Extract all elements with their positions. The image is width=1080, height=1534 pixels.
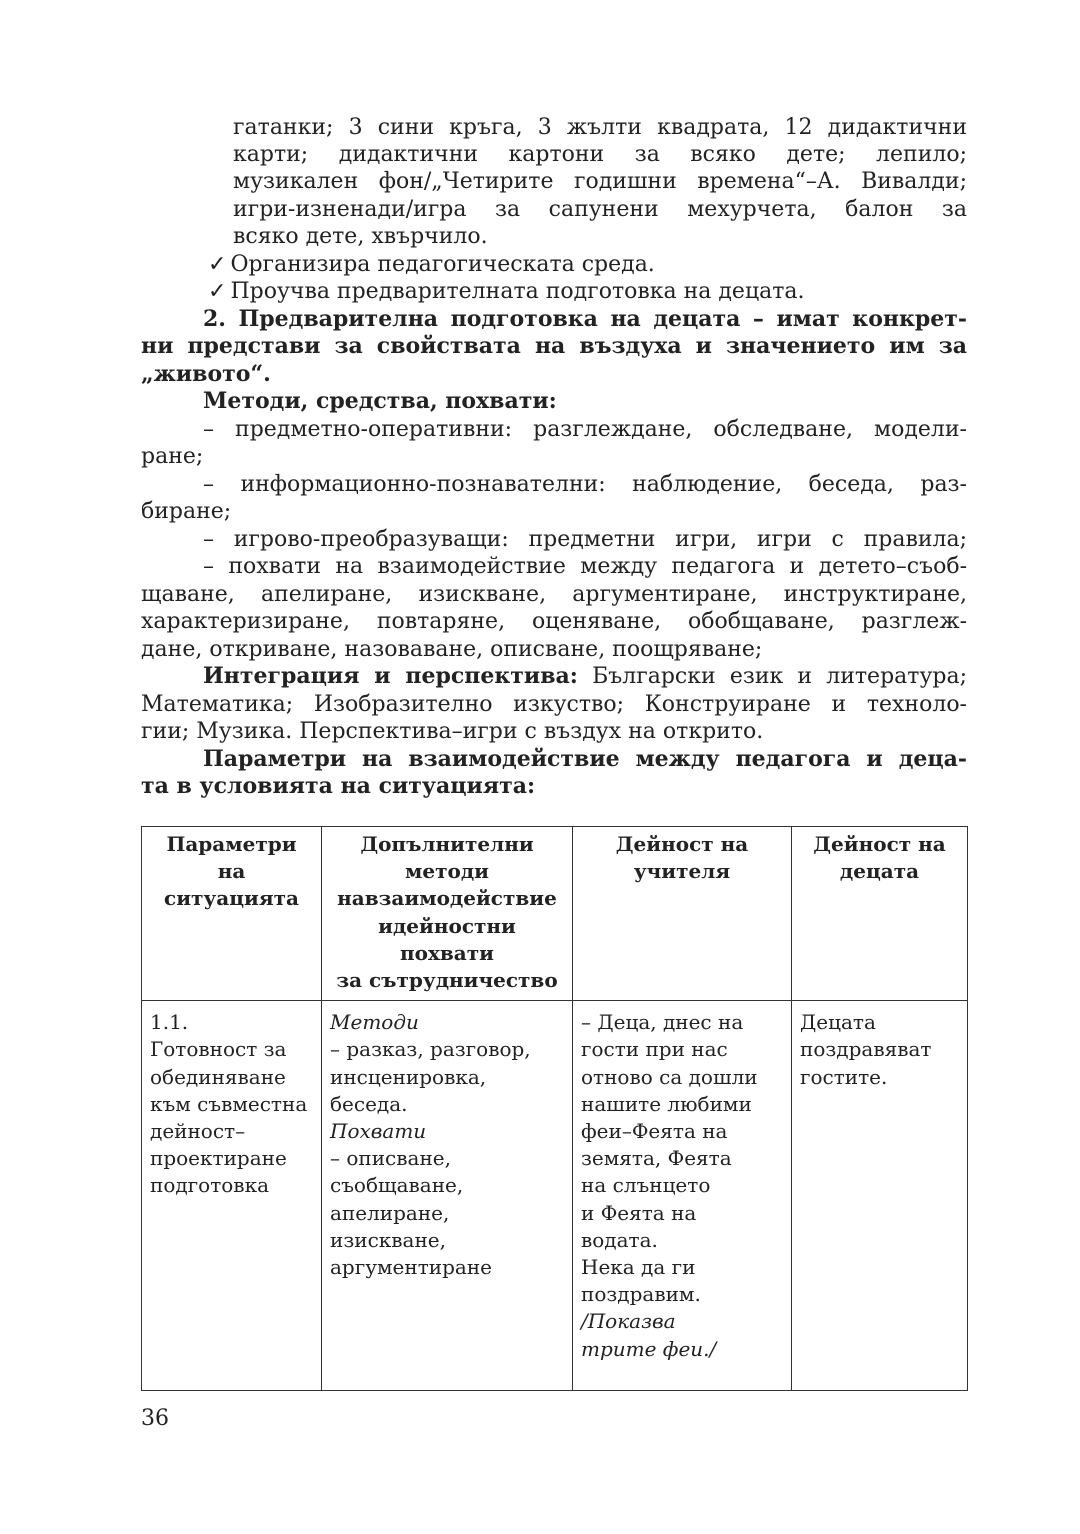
preparation-line-3: „живото“. (141, 361, 271, 387)
checklist-item (208, 251, 655, 278)
integration-line-2: Математика; Изобразително изкуство; Конструиране и техноло- (141, 692, 967, 717)
integration-text: Български език и литература; (577, 664, 967, 689)
methods-label: Методи (330, 1010, 419, 1035)
table-row (142, 1001, 968, 1391)
checklist-item (208, 278, 805, 305)
techniques-label: Похвати (330, 1119, 427, 1144)
materials-line-4: игри-изненади/игра за сапунени мехурчета, балон за (233, 197, 967, 222)
situation-table (141, 826, 968, 1391)
materials-line-3: музикален фон/„Четирите годишни времена“–А. Вивалди; (233, 169, 967, 194)
preparation-line-1: 2. Предварителна подготовка на децата – имат конкрет- (203, 306, 967, 332)
checklist-text: Проучва предварителната подготовка на децата. (230, 279, 805, 304)
checklist-text: Организира педагогическата среда. (230, 252, 655, 277)
header-cell-teacher-activity: Дейност на учителя (573, 827, 792, 1001)
header-cell-parameters: Параметри на ситуацията (142, 827, 322, 1001)
cell-parameters: 1.1. Готовност за обединяване към съвместна дейност– проектиране подготовка (142, 1001, 322, 1391)
header-cell-children-activity: Дейност на децата (792, 827, 968, 1001)
cell-teacher-activity: – Деца, днес на гости при нас отново са дошли нашите любими феи–Феята на земята, Феята на слънцето и Феята на водата. Нека да ги поздравим. /Показва трите феи./ (573, 1001, 792, 1391)
methods-item-line: щаване, апелиране, изискване, аргументиране, инструктиране, (141, 582, 967, 607)
methods-item-line: – предметно-оперативни: разглеждане, обследване, модели- (203, 417, 967, 442)
methods-heading: Методи, средства, похвати: (203, 388, 557, 414)
methods-item-line: – игрово-преобразуващи: предметни игри, игри с правила; (203, 527, 967, 552)
integration-line-1 (203, 663, 967, 690)
cell-children-activity: Децата поздравяват гостите. (792, 1001, 968, 1391)
materials-line-5: всяко дете, хвърчило. (233, 224, 488, 249)
header-cell-methods: Допълнителни методи навзаимодействие идейностни похвати за сътрудничество (322, 827, 573, 1001)
page-number: 36 (141, 1406, 169, 1431)
methods-item-line: ране; (141, 444, 204, 469)
preparation-line-2: ни представи за свойствата на въздуха и значението им за (141, 333, 967, 359)
materials-line-1: гатанки; 3 сини кръга, 3 жълти квадрата, 12 дидактични (233, 115, 967, 140)
integration-label: Интеграция и перспектива: (203, 663, 578, 689)
checkmark-icon: ✓ (208, 252, 227, 277)
materials-line-2: карти; дидактични картони за всяко дете; лепило; (233, 142, 967, 167)
table-header-row (142, 827, 968, 1001)
cell-methods: Методи – разказ, разговор, инсценировка, беседа. Похвати – описване, съобщаване, апелиране, изискване, аргументиране (322, 1001, 573, 1391)
parameters-heading-line-1: Параметри на взаимодействие между педагога и деца- (203, 746, 967, 772)
methods-item-line: характеризиране, повтаряне, оценяване, обобщаване, разглеж- (141, 609, 967, 634)
methods-item-line: – похвати на взаимодействие между педагога и детето–съоб- (203, 554, 967, 579)
parameters-heading-line-2: та в условията на ситуацията: (141, 773, 536, 799)
methods-item-line: дане, откриване, назоваване, описване, поощряване; (141, 637, 763, 662)
methods-item-line: – информационно-познавателни: наблюдение, беседа, раз- (203, 472, 967, 497)
methods-item-line: биране; (141, 499, 232, 524)
integration-line-3: гии; Музика. Перспектива–игри с въздух на открито. (141, 719, 764, 744)
checkmark-icon: ✓ (208, 279, 227, 304)
